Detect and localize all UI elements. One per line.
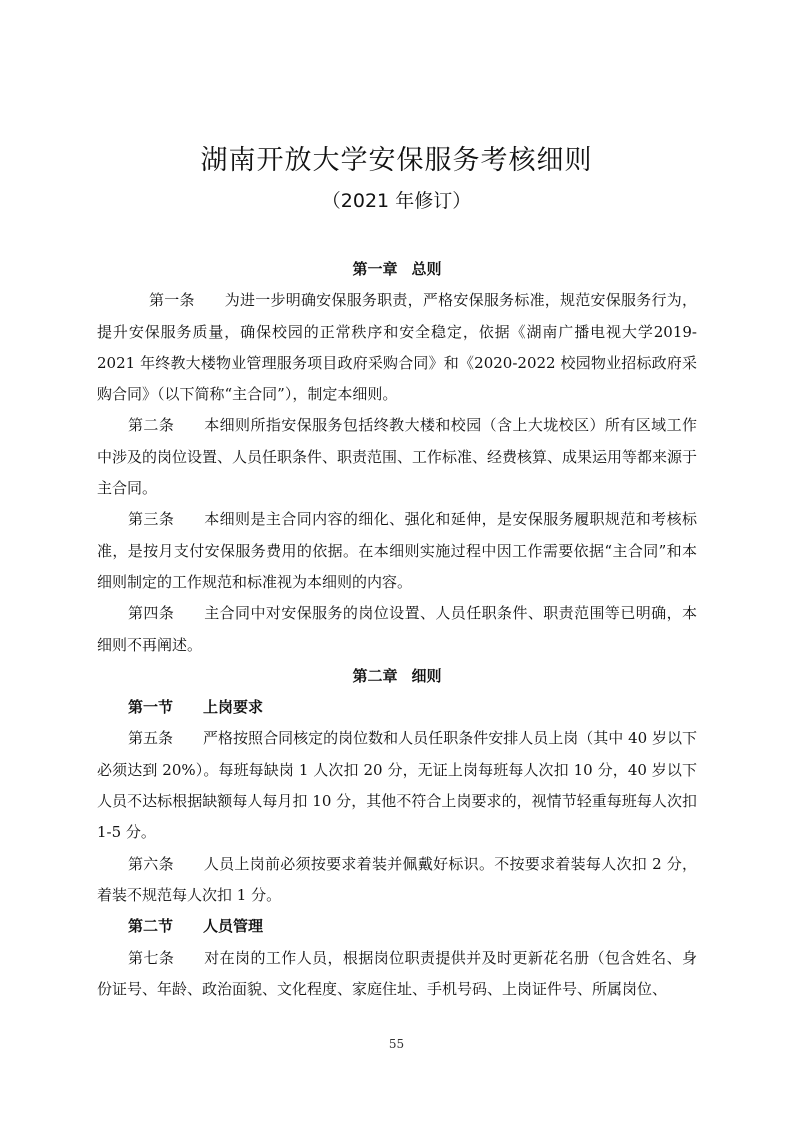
section-name: 人员管理 <box>203 917 264 936</box>
article-text: 主合同中对安保服务的岗位设置、人员任职条件、职责范围等已明确，本细则不再阐述。 <box>97 604 697 654</box>
document-body <box>97 254 697 1005</box>
document-title: 湖南开放大学安保服务考核细则 <box>200 145 593 176</box>
article-2 <box>97 410 697 504</box>
article-label: 第七条 <box>128 948 175 967</box>
section-name: 上岗要求 <box>203 698 264 717</box>
article-label: 第一条 <box>149 291 195 310</box>
chapter-number: 第一章 <box>352 260 398 278</box>
article-label: 第三条 <box>128 510 175 529</box>
article-text: 本细则是主合同内容的细化、强化和延伸，是安保服务履职规范和考核标准，是按月支付安保服务费用的依据。在本细则实施过程中因工作需要依据“主合同”和本细则制定的工作规范和标准视为本细则的内容。 <box>97 510 697 591</box>
section-heading-2 <box>97 911 697 942</box>
article-1 <box>97 285 697 410</box>
chapter-heading-1 <box>97 254 697 285</box>
chapter-heading-2 <box>97 661 697 692</box>
article-6 <box>97 849 697 912</box>
article-label: 第五条 <box>128 729 174 748</box>
article-label: 第二条 <box>128 416 175 435</box>
article-7 <box>97 943 697 1006</box>
article-3 <box>97 504 697 598</box>
article-5 <box>97 723 697 848</box>
section-heading-1 <box>97 692 697 723</box>
article-text: 本细则所指安保服务包括终教大楼和校园（含上大垅校区）所有区域工作中涉及的岗位设置、人员任职条件、职责范围、工作标准、经费核算、成果运用等都来源于主合同。 <box>97 416 698 498</box>
chapter-name: 细则 <box>411 666 442 685</box>
article-label: 第六条 <box>128 854 174 873</box>
chapter-name: 总则 <box>411 260 442 278</box>
section-number: 第一节 <box>128 698 174 717</box>
article-4 <box>97 598 697 661</box>
article-label: 第四条 <box>128 604 175 623</box>
chapter-number: 第二章 <box>352 666 398 685</box>
document-subtitle: （2021 年修订） <box>321 190 472 212</box>
article-text: 对在岗的工作人员，根据岗位职责提供并及时更新花名册（包含姓名、身份证号、年龄、政治面貌、文化程度、家庭住址、手机号码、上岗证件号、所属岗位、 <box>97 948 697 998</box>
page-number: 55 <box>388 1037 405 1051</box>
article-text: 为进一步明确安保服务职责，严格安保服务标准，规范安保服务行为，提升安保服务质量，确保校园的正常秩序和安全稳定，依据《湖南广播电视大学2019-2021 年终教大楼物业管理服务项目政府采购合同》和《2020-2022 校园物业招标政府采购合同》（以下简称“主合同”），制定本细则。 <box>97 291 697 404</box>
article-text: 人员上岗前必须按要求着装并佩戴好标识。不按要求着装每人次扣 2 分，着装不规范每人次扣 1 分。 <box>97 854 697 904</box>
section-number: 第二节 <box>128 917 174 936</box>
article-text: 严格按照合同核定的岗位数和人员任职条件安排人员上岗（其中 40 岁以下必须达到 20%）。每班每缺岗 1 人次扣 20 分，无证上岗每班每人次扣 10 分，40 岁以下人员不达标根据缺额每人每月扣 10 分，其他不符合上岗要求的，视情节轻重每班每人次扣 1-5 分。 <box>97 729 697 842</box>
